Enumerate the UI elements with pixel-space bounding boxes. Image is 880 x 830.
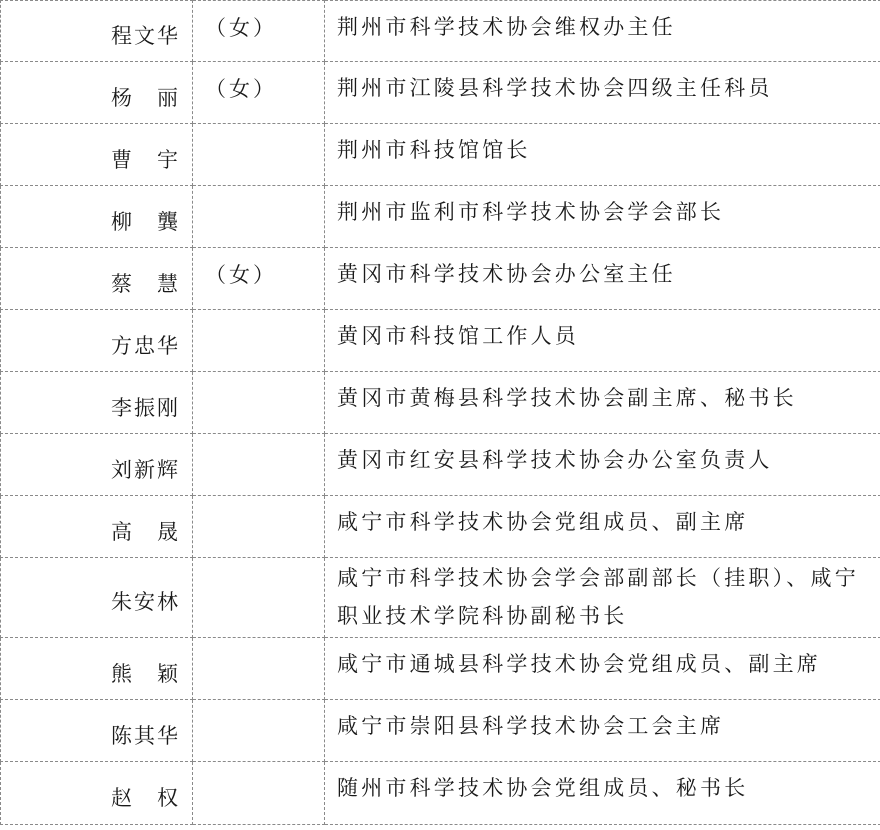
member-note — [193, 700, 325, 762]
member-name: 曹 宇 — [1, 124, 193, 186]
member-name: 蔡 慧 — [1, 248, 193, 310]
member-name: 熊 颖 — [1, 638, 193, 700]
member-name: 杨 丽 — [1, 62, 193, 124]
member-note — [193, 310, 325, 372]
member-note — [193, 186, 325, 248]
member-name: 陈其华 — [1, 700, 193, 762]
member-title: 荆州市科学技术协会维权办主任 — [325, 1, 880, 62]
table-row — [1, 496, 880, 558]
member-name: 程文华 — [1, 1, 193, 62]
table-row — [1, 124, 880, 186]
member-note: （女） — [193, 62, 325, 124]
table-row — [1, 638, 880, 700]
member-note — [193, 638, 325, 700]
member-note — [193, 434, 325, 496]
member-title: 黄冈市科学技术协会办公室主任 — [325, 248, 880, 310]
member-name: 刘新辉 — [1, 434, 193, 496]
table-row — [1, 372, 880, 434]
member-name: 李振刚 — [1, 372, 193, 434]
member-title: 咸宁市通城县科学技术协会党组成员、副主席 — [325, 638, 880, 700]
member-note: （女） — [193, 1, 325, 62]
member-title: 黄冈市红安县科学技术协会办公室负责人 — [325, 434, 880, 496]
member-note — [193, 496, 325, 558]
roster-body — [1, 1, 880, 825]
member-note — [193, 372, 325, 434]
member-title: 黄冈市科技馆工作人员 — [325, 310, 880, 372]
member-title: 荆州市科技馆馆长 — [325, 124, 880, 186]
member-name: 高 晟 — [1, 496, 193, 558]
member-title: 荆州市监利市科学技术协会学会部长 — [325, 186, 880, 248]
table-row — [1, 700, 880, 762]
table-row — [1, 762, 880, 825]
member-note — [193, 124, 325, 186]
member-note: （女） — [193, 248, 325, 310]
member-name: 方忠华 — [1, 310, 193, 372]
table-row — [1, 248, 880, 310]
table-row — [1, 434, 880, 496]
table-row — [1, 186, 880, 248]
member-title: 咸宁市科学技术协会学会部副部长（挂职）、咸宁职业技术学院科协副秘书长 — [325, 558, 880, 638]
member-title: 咸宁市崇阳县科学技术协会工会主席 — [325, 700, 880, 762]
member-name: 柳 龔 — [1, 186, 193, 248]
member-title: 荆州市江陵县科学技术协会四级主任科员 — [325, 62, 880, 124]
member-title: 黄冈市黄梅县科学技术协会副主席、秘书长 — [325, 372, 880, 434]
member-note — [193, 558, 325, 638]
table-row — [1, 310, 880, 372]
member-name: 朱安林 — [1, 558, 193, 638]
table-row — [1, 1, 880, 62]
table-row — [1, 558, 880, 638]
member-title: 咸宁市科学技术协会党组成员、副主席 — [325, 496, 880, 558]
member-note — [193, 762, 325, 825]
member-name: 赵 权 — [1, 762, 193, 825]
table-row — [1, 62, 880, 124]
member-title: 随州市科学技术协会党组成员、秘书长 — [325, 762, 880, 825]
